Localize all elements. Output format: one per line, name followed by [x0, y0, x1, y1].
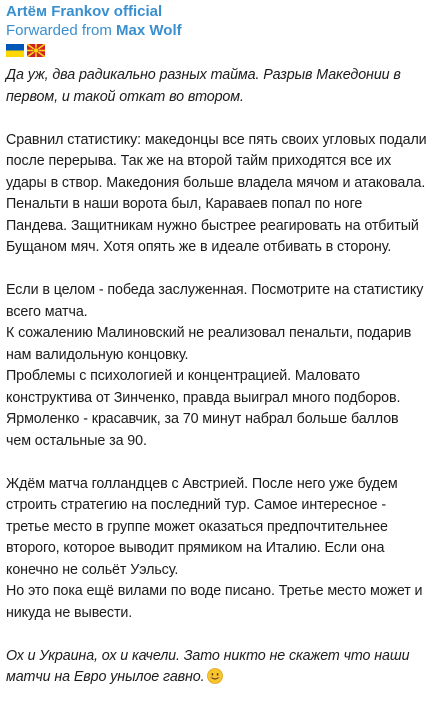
north-macedonia-flag-icon — [27, 44, 45, 62]
post-header — [6, 3, 427, 40]
post-body — [6, 65, 427, 692]
post-paragraph: Проблемы с психологией и концентрацией. Маловато конструктива от Зинченко, правда выиграл много подборов. — [6, 368, 401, 406]
post-paragraph: Ярмоленко - красавчик, за 70 минут набрал больше баллов чем остальные за 90. — [6, 411, 399, 449]
post-closing-line — [6, 646, 427, 692]
forwarded-from-line[interactable] — [6, 21, 427, 40]
channel-name-link[interactable]: Artём Frankov official — [6, 3, 163, 20]
forwarded-prefix: Forwarded from — [6, 22, 117, 39]
post-paragraph: Пенальти в наши ворота был, Караваев попал по ноге Пандева. Защитникам нужно быстрее реагировать на отбитый Бущаном мяч. Хотя опять же в идеале отбивать в сторону. — [6, 196, 419, 255]
forwarded-source-link[interactable]: Max Wolf — [116, 22, 182, 39]
ukraine-flag-icon — [6, 44, 24, 62]
post-paragraph: Но это пока ещё вилами по воде писано. Третье место может и никуда не вывести. — [6, 583, 423, 621]
post-paragraph: Ждём матча голландцев с Австрией. После него уже будем строить стратегию на последний тур. Самое интересное - третье место в группе может оказаться предпочтительнее второго, которое выводит прямиком на Италию. Если она конечно не сольёт Уэльсу. — [6, 475, 398, 578]
post-paragraph: Сравнил статистику: македонцы все пять своих угловых подали после перерыва. Так же на второй тайм приходятся все их удары в створ. Македония больше владела мячом и атаковала. — [6, 131, 427, 191]
post-paragraph: К сожалению Малиновский не реализовал пенальти, подарив нам валидольную концовку. — [6, 325, 412, 363]
smiling-face-emoji-icon — [207, 668, 223, 692]
post-paragraph: Да уж, два радикально разных тайма. Разрыв Македонии в первом, и такой откат во втором. — [6, 67, 401, 105]
post-closing-text: Ох и Украина, ох и качели. Зато никто не скажет что наши матчи на Евро унылое гавно. — [6, 647, 410, 685]
flags-row — [6, 42, 427, 64]
post-paragraph: Если в целом - победа заслуженная. Посмотрите на статистику всего матча. — [6, 282, 424, 320]
